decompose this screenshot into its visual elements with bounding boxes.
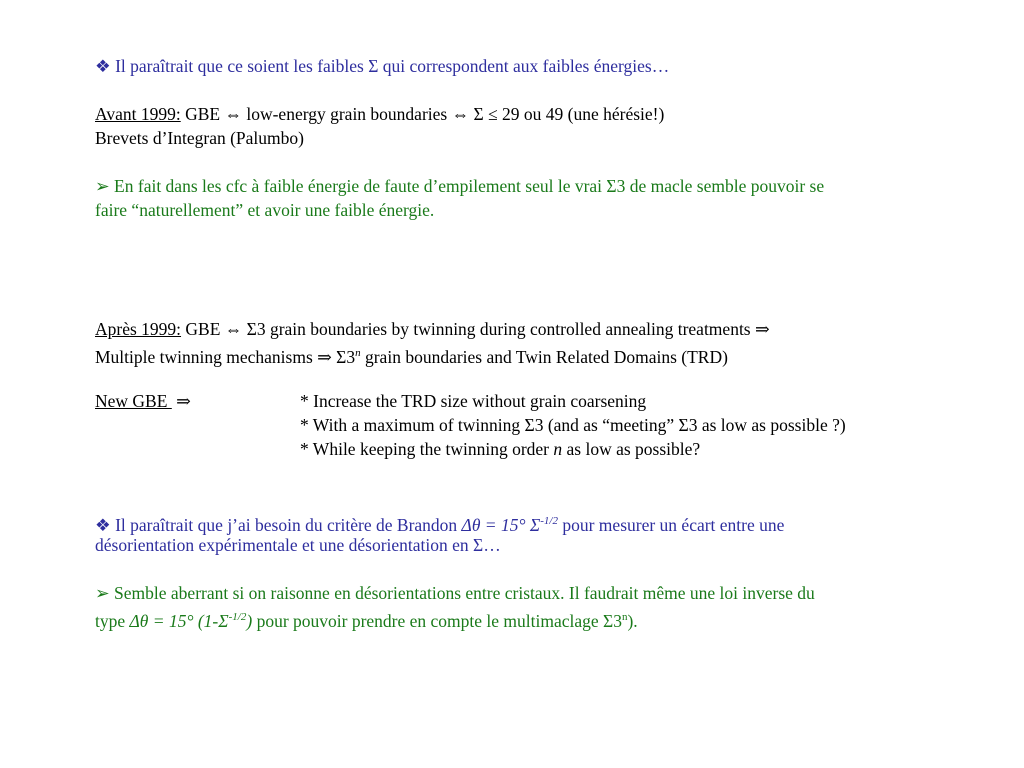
paragraph-1-text: Il paraîtrait que ce soient les faibles Σ qui correspondent aux faibles énergies… [115, 56, 670, 76]
paragraph-4-l2a: type [95, 610, 130, 631]
new-gbe-item-3-b: as low as possible? [562, 439, 701, 459]
arrow-bullet-icon: ➢ [95, 176, 110, 196]
apres-line-2-sup: n [355, 347, 361, 359]
apres-1999-line-2 [95, 342, 728, 368]
brandon-formula: Δθ = 15° Σ [461, 514, 541, 535]
paragraph-4-l2b: pour pouvoir prendre en compte le multimaclage Σ3 [252, 610, 622, 631]
apres-1999-label: Après 1999: [95, 319, 182, 339]
new-gbe-label-line [95, 390, 191, 412]
new-gbe-item-1: * Increase the TRD size without grain coarsening [300, 391, 647, 411]
paragraph-4-line-2 [95, 606, 638, 632]
inverse-formula: Δθ = 15° (1-Σ [129, 610, 229, 631]
paragraph-2-line-1 [95, 175, 824, 197]
apres-1999-text: GBE ⇔ Σ3 grain boundaries by twinning during controlled annealing treatments ⇒ [181, 319, 770, 339]
new-gbe-item-3 [300, 438, 700, 460]
paragraph-2-line-2: faire “naturellement” et avoir une faible énergie. [95, 200, 435, 220]
avant-1999-text: GBE ⇔ low-energy grain boundaries ⇔ Σ ≤ 29 ou 49 (une hérésie!) [180, 104, 665, 124]
paragraph-3-a: Il paraîtrait que j’ai besoin du critère de Brandon [115, 514, 462, 535]
diamond-bullet-icon: ❖ [95, 56, 111, 76]
paragraph-2-text-1: En fait dans les cfc à faible énergie de faute d’empilement seul le vrai Σ3 de macle semble pouvoir se [114, 176, 825, 196]
apres-line-2-a: Multiple twinning mechanisms ⇒ Σ3 [95, 346, 356, 367]
paragraph-3-b: pour mesurer un écart entre une [557, 514, 785, 535]
paragraph-4-end: ). [627, 610, 638, 631]
paragraph-3-line-2: désorientation expérimentale et une désorientation en Σ… [95, 535, 501, 555]
apres-1999-line [95, 318, 770, 340]
new-gbe-item-3-a: * While keeping the twinning order [300, 439, 554, 459]
paragraph-4-sup2: n [621, 611, 628, 623]
paragraph-1 [95, 55, 669, 77]
brandon-formula-sup: -1/2 [540, 515, 558, 527]
diamond-bullet-icon: ❖ [95, 514, 111, 535]
new-gbe-arrow: ⇒ [171, 391, 191, 411]
paragraph-4-line-1 [95, 582, 815, 604]
arrow-bullet-icon: ➢ [95, 583, 110, 603]
inverse-formula-sup: -1/2 [228, 611, 247, 623]
avant-1999-label: Avant 1999: [95, 104, 181, 124]
new-gbe-item-2: * With a maximum of twinning Σ3 (and as “meeting” Σ3 as low as possible ?) [300, 415, 846, 435]
paragraph-3-line-1 [95, 510, 784, 536]
avant-1999-line [95, 103, 664, 125]
paragraph-4-text-1: Semble aberrant si on raisonne en désorientations entre cristaux. Il faudrait même une loi inverse du [114, 583, 815, 603]
new-gbe-item-3-n: n [553, 439, 563, 459]
apres-line-2-b: grain boundaries and Twin Related Domains (TRD) [360, 346, 728, 367]
new-gbe-label: New GBE [95, 391, 172, 411]
brevets-line: Brevets d’Integran (Palumbo) [95, 128, 304, 148]
inverse-formula-close: ) [246, 610, 253, 631]
